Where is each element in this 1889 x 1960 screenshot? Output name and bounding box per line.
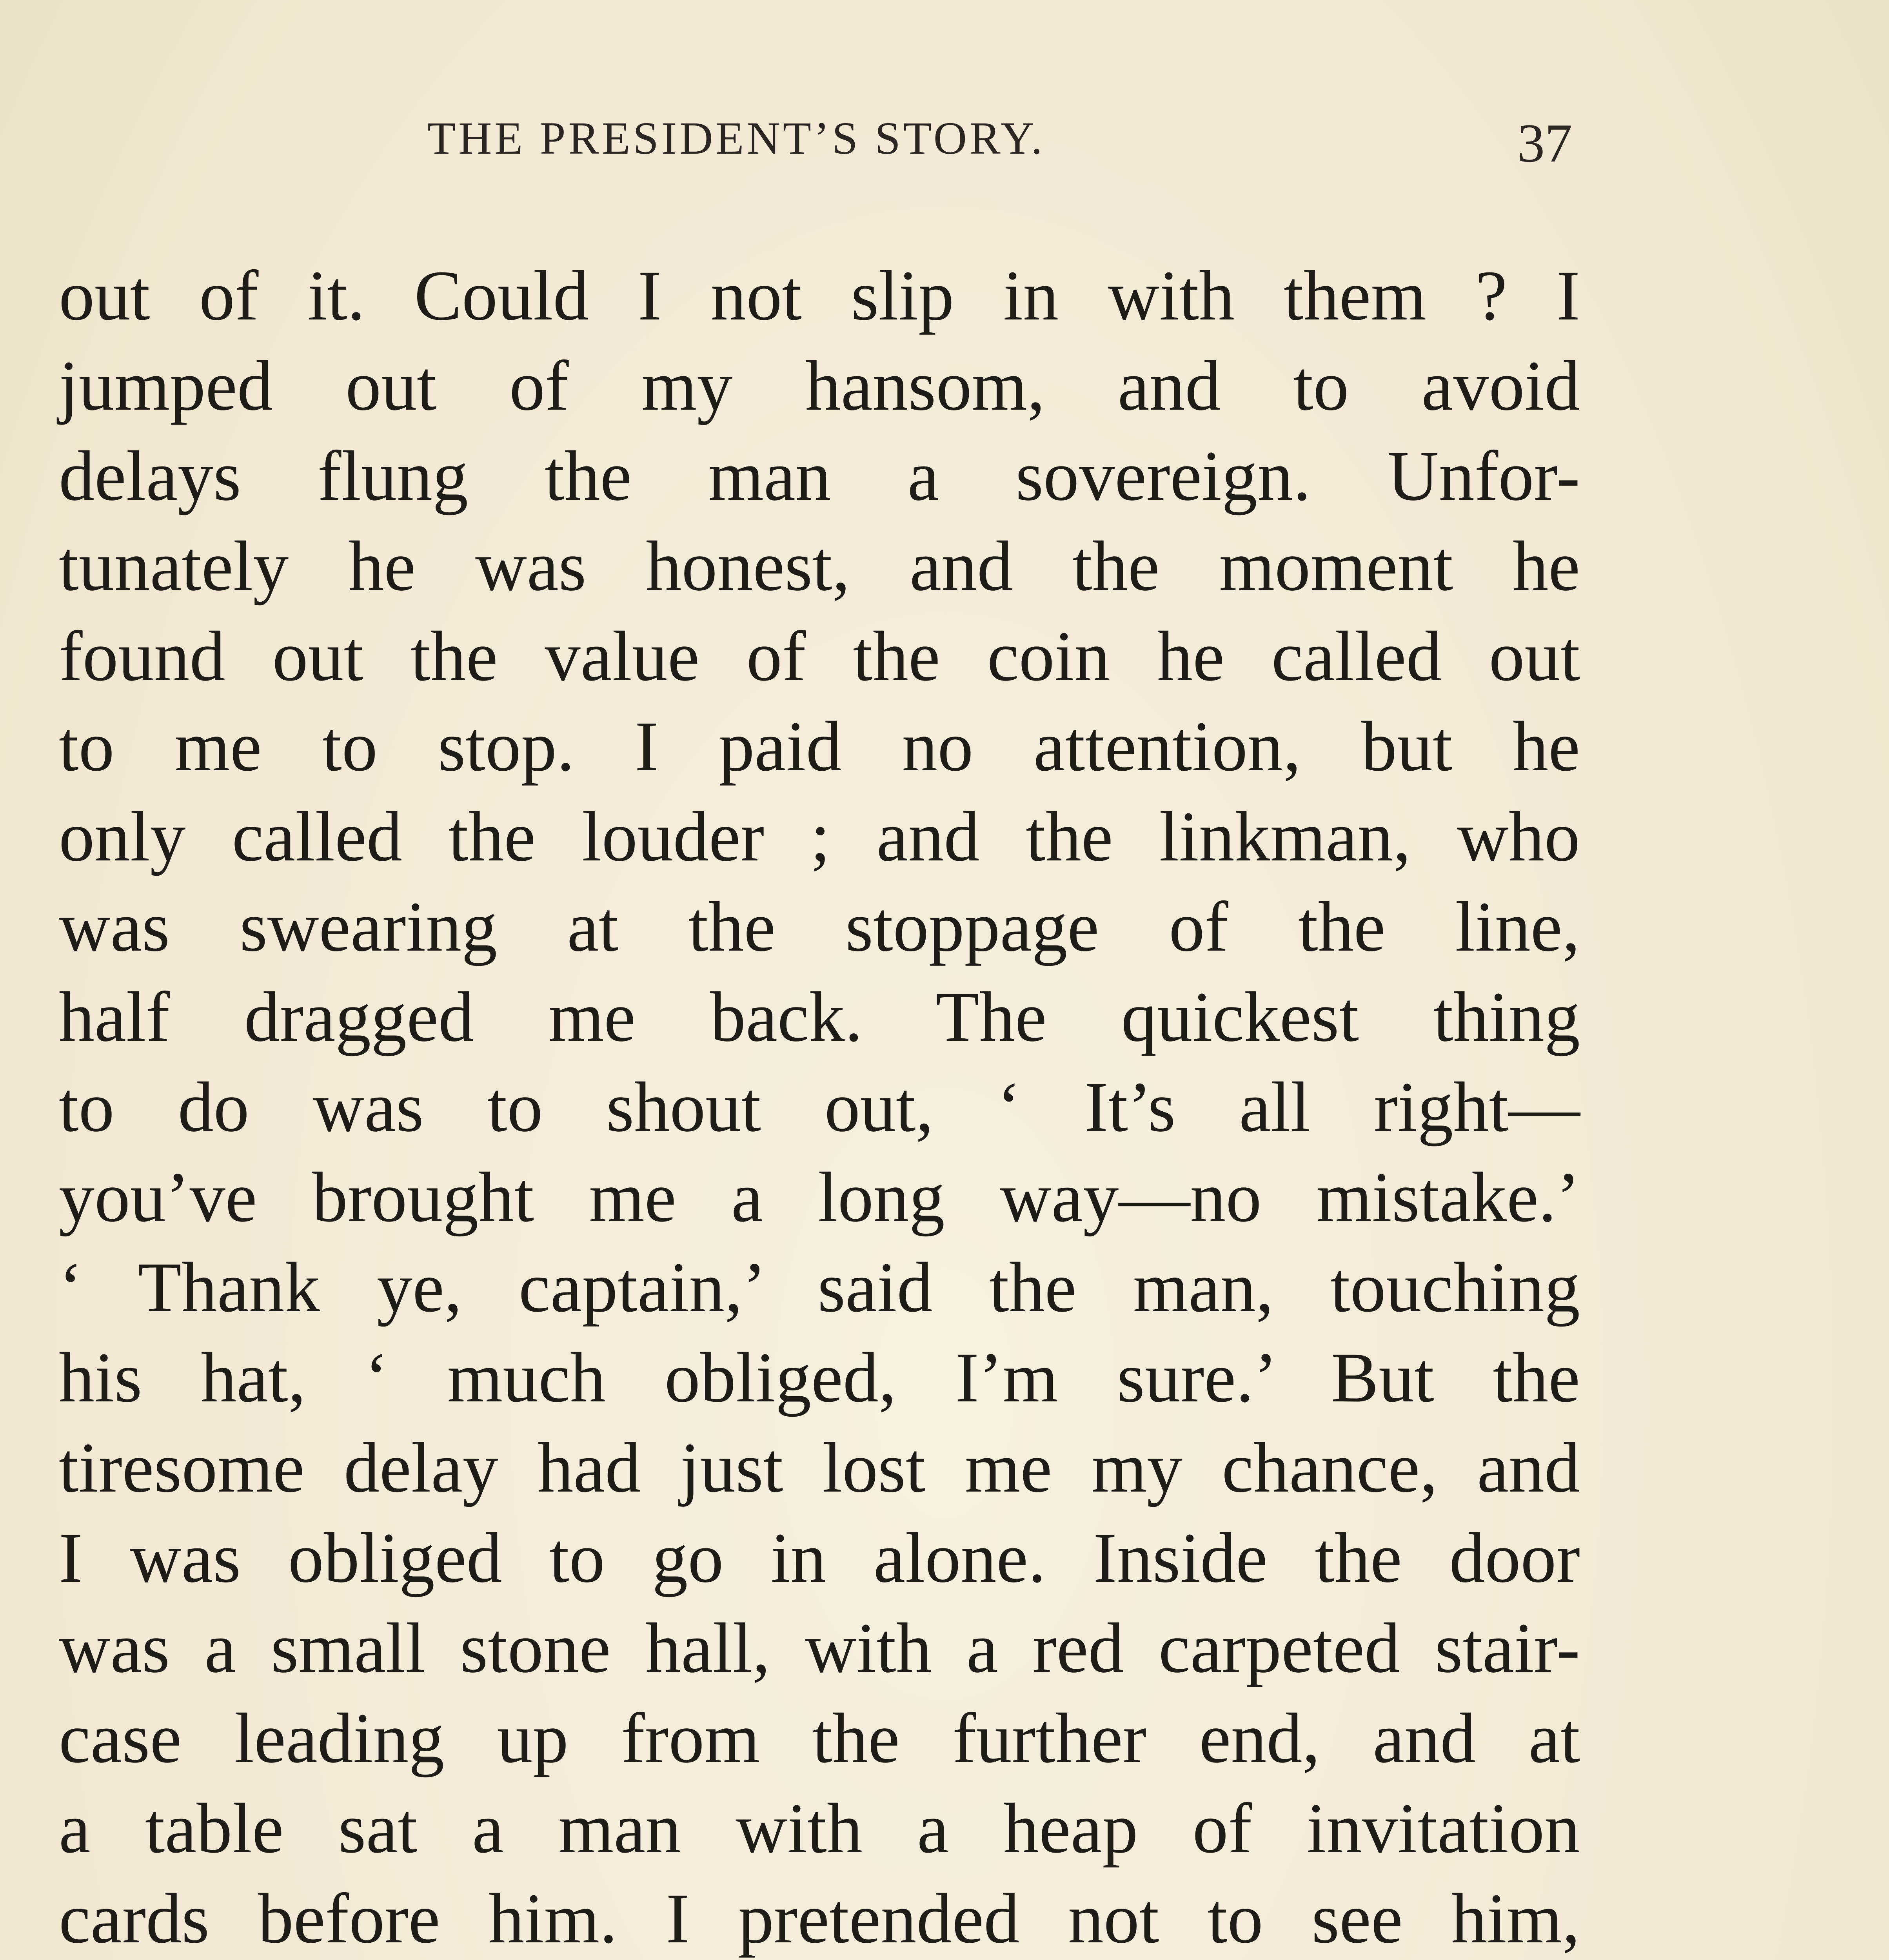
running-head-title: THE PRESIDENT’S STORY. xyxy=(427,113,1045,164)
text-line: case leading up from the further end, and at xyxy=(59,1699,1580,1778)
text-line: ‘ Thank ye, captain,’ said the man, touching xyxy=(59,1248,1580,1327)
text-line: found out the value of the coin he called out xyxy=(59,617,1580,696)
text-line: delays flung the man a sovereign. Unfor- xyxy=(59,437,1580,515)
text-line: I was obliged to go in alone. Inside the door xyxy=(59,1519,1580,1597)
text-line: jumped out of my hansom, and to avoid xyxy=(59,347,1580,425)
text-line: cards before him. I pretended not to see him, xyxy=(59,1879,1580,1958)
text-line: was a small stone hall, with a red carpeted stair- xyxy=(59,1609,1580,1688)
text-line: was swearing at the stoppage of the line, xyxy=(59,887,1580,966)
text-line: tiresome delay had just lost me my chance, and xyxy=(59,1428,1580,1507)
text-line: a table sat a man with a heap of invitation xyxy=(59,1789,1580,1868)
text-line: to me to stop. I paid no attention, but he xyxy=(59,707,1580,786)
text-line: to do was to shout out, ‘ It’s all right— xyxy=(59,1068,1580,1147)
text-line: you’ve brought me a long way—no mistake.’ xyxy=(59,1158,1580,1237)
page-number: 37 xyxy=(1517,113,1572,174)
text-line: only called the louder ; and the linkman, who xyxy=(59,797,1580,876)
text-line: half dragged me back. The quickest thing xyxy=(59,978,1580,1056)
text-line: tunately he was honest, and the moment he xyxy=(59,527,1580,606)
text-line: out of it. Could I not slip in with them ? I xyxy=(59,256,1580,335)
body-text xyxy=(59,251,1580,1960)
text-line: his hat, ‘ much obliged, I’m sure.’ But the xyxy=(59,1338,1580,1417)
